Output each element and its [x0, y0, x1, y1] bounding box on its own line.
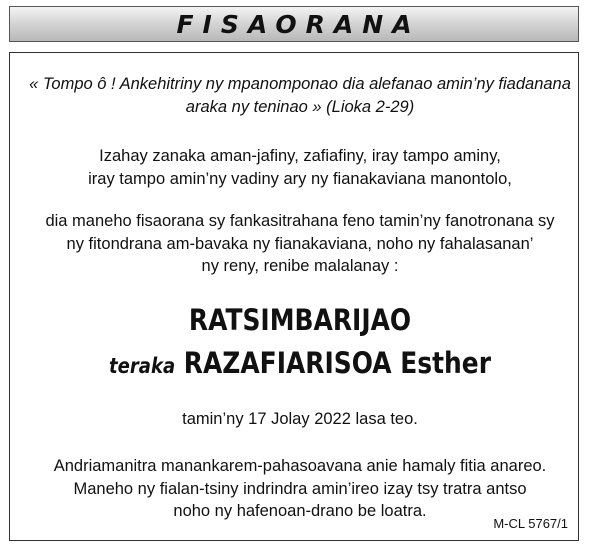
- quote-line: araka ny teninao » (Lioka 2-29): [185, 97, 415, 116]
- header-banner: [9, 6, 579, 42]
- birth-name: RAZAFIARISOA Esther: [183, 346, 492, 380]
- family-paragraph: [0, 145, 600, 190]
- birth-name-prefix: teraka: [108, 354, 176, 378]
- text-line: Izahay zanaka aman-jafiny, zafiafiny, iray tampo aminy,: [99, 147, 501, 165]
- text-line: noho ny hafenoan-drano be loatra.: [173, 502, 427, 520]
- deceased-name: RATSIMBARIJAO: [188, 303, 412, 337]
- reference-code: M-CL 5767/1: [493, 516, 568, 531]
- bible-quote: [0, 73, 600, 118]
- text-line: Andriamanitra manankarem-pahasoavana anie hamaly fitia anareo.: [53, 457, 547, 475]
- text-line: ny fitondrana am-bavaka ny fianakaviana, noho ny fahalasanan’: [66, 234, 534, 253]
- thanks-paragraph: [0, 210, 600, 278]
- text-line: iray tampo amin’ny vadiny ary ny fianakaviana manontolo,: [88, 169, 512, 188]
- closing-paragraph: [0, 455, 600, 523]
- text-line: ny reny, renibe malalanay :: [201, 257, 399, 275]
- text-line: Maneho ny fialan-tsiny indrindra amin’ireo izay tsy tratra antso: [73, 479, 527, 498]
- text-line: dia maneho fisaorana sy fankasitrahana feno tamin’ny fanotronana sy: [45, 212, 555, 230]
- page-title: FISAORANA: [176, 9, 421, 39]
- date-line: tamin’ny 17 Jolay 2022 lasa teo.: [182, 410, 418, 428]
- quote-line: « Tompo ô ! Ankehitriny ny mpanomponao dia alefanao amin’ny fiadanana: [29, 75, 571, 93]
- deceased-birth-name-line: [42, 344, 558, 385]
